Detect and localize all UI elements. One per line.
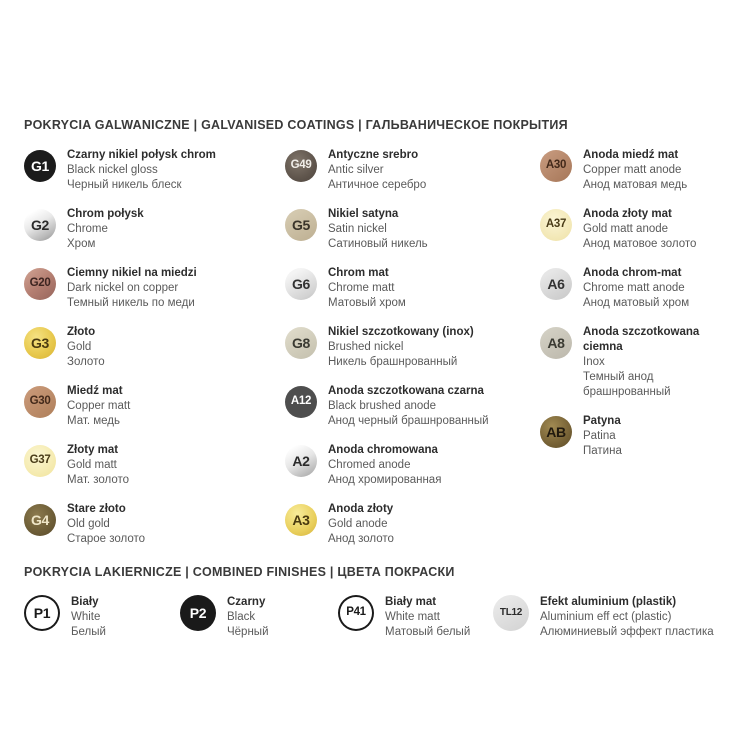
finish-code-label: G30 <box>29 395 51 408</box>
finish-code-label: A37 <box>545 218 567 231</box>
galvanised-section <box>24 118 726 561</box>
finish-labels <box>328 148 426 193</box>
finish-item <box>540 325 726 400</box>
finish-name-ru: Алюминиевый эффект пластика <box>540 626 714 638</box>
finish-swatch-circle <box>24 209 56 241</box>
finish-labels <box>583 325 726 400</box>
finish-name-pl: Antyczne srebro <box>328 149 419 161</box>
finish-swatch-circle <box>540 268 572 300</box>
finish-labels <box>67 325 105 370</box>
finish-code-label: AB <box>546 424 566 440</box>
finish-code-label: A8 <box>547 335 565 351</box>
finish-item <box>285 502 540 547</box>
finish-swatch-circle <box>285 268 317 300</box>
finish-name-ru: Сатиновый никель <box>328 238 428 250</box>
finish-item <box>180 595 338 640</box>
finish-code-label: A3 <box>292 512 310 528</box>
finish-labels <box>67 148 216 193</box>
finish-labels <box>227 595 269 640</box>
finish-item <box>338 595 493 640</box>
finish-code-label: A2 <box>292 453 310 469</box>
finish-name-pl: Anoda złoty mat <box>583 208 672 220</box>
finish-name-pl: Nikiel satyna <box>328 208 399 220</box>
galvanised-column-3 <box>540 148 726 561</box>
finish-item <box>540 207 726 252</box>
finish-name-en: Copper matt <box>67 400 131 412</box>
galvanised-column-1 <box>24 148 285 561</box>
finish-name-en: Antic silver <box>328 164 384 176</box>
finish-name-en: Gold <box>67 341 92 353</box>
finish-swatch-circle <box>24 327 56 359</box>
finish-swatch-circle <box>285 386 317 418</box>
finish-name-ru: Мат. медь <box>67 415 120 427</box>
finish-code-label: A6 <box>547 276 565 292</box>
finish-name-ru: Матовый хром <box>328 297 406 309</box>
finish-name-pl: Chrom mat <box>328 267 389 279</box>
finish-item <box>285 266 540 311</box>
finish-item <box>24 443 285 488</box>
finish-labels <box>67 502 145 547</box>
finish-name-ru: Старое золото <box>67 533 146 545</box>
finish-labels <box>67 443 129 488</box>
finish-code-label: G8 <box>291 335 311 351</box>
finish-code-label: G1 <box>30 158 50 174</box>
finish-name-en: Black brushed anode <box>328 400 437 412</box>
finish-name-en: Gold matt <box>67 459 117 471</box>
finish-swatch-circle <box>285 327 317 359</box>
finish-code-label: G49 <box>290 159 312 172</box>
finish-name-en: Satin nickel <box>328 223 387 235</box>
finish-item <box>24 384 285 429</box>
finish-name-pl: Miedź mat <box>67 385 123 397</box>
finish-code-label: TL12 <box>499 607 523 618</box>
finish-code-label: G5 <box>291 217 311 233</box>
finish-swatch-circle <box>338 595 374 631</box>
finish-name-ru: Патина <box>583 445 622 457</box>
finish-labels <box>583 414 622 459</box>
finish-name-en: Inox <box>583 356 605 368</box>
galvanised-column-2 <box>285 148 540 561</box>
finish-name-ru: Мат. золото <box>67 474 130 486</box>
finish-labels <box>540 595 714 640</box>
finish-swatch-circle <box>24 504 56 536</box>
finish-name-en: Old gold <box>67 518 110 530</box>
finish-swatch-circle <box>24 150 56 182</box>
finish-code-label: P41 <box>346 606 366 619</box>
finish-code-label: G20 <box>29 277 51 290</box>
finish-name-pl: Anoda złoty <box>328 503 394 515</box>
finish-name-ru: Хром <box>67 238 96 250</box>
finish-item <box>24 148 285 193</box>
finish-labels <box>67 207 144 252</box>
finish-swatch-circle <box>285 150 317 182</box>
galvanised-section-header: POKRYCIA GALWANICZNE | GALVANISED COATINGS | ГАЛЬВАНИЧЕСКОЕ ПОКРЫТИЯ <box>24 118 568 132</box>
finish-name-ru: Анод хромированная <box>328 474 442 486</box>
finish-item <box>285 443 540 488</box>
finish-name-ru: Белый <box>71 626 106 638</box>
finish-name-ru: Античное серебро <box>328 179 427 191</box>
finish-name-pl: Efekt aluminium (plastik) <box>540 596 677 608</box>
finish-swatch-circle <box>24 595 60 631</box>
finish-name-ru: Анод матовая медь <box>583 179 688 191</box>
finish-name-en: Dark nickel on copper <box>67 282 179 294</box>
finish-swatch-circle <box>285 209 317 241</box>
finish-labels <box>67 266 197 311</box>
finish-name-en: Black nickel gloss <box>67 164 158 176</box>
finish-item <box>285 148 540 193</box>
finish-swatch-circle <box>24 268 56 300</box>
finish-name-en: Brushed nickel <box>328 341 404 353</box>
finish-code-label: G4 <box>30 512 50 528</box>
finish-item <box>24 325 285 370</box>
finish-item <box>285 207 540 252</box>
finish-name-pl: Czarny nikiel połysk chrom <box>67 149 216 161</box>
finish-swatch-circle <box>24 445 56 477</box>
finish-item <box>540 266 726 311</box>
finish-item <box>285 325 540 370</box>
finish-labels <box>328 325 474 370</box>
finish-name-ru: Анод матовый хром <box>583 297 690 309</box>
finish-name-pl: Anoda miedź mat <box>583 149 679 161</box>
finish-swatch-circle <box>285 504 317 536</box>
finish-name-en: Chrome matt anode <box>583 282 685 294</box>
finish-name-ru: Черный никель блеск <box>67 179 182 191</box>
finish-code-label: A12 <box>290 395 312 408</box>
finish-name-ru: Никель брашнрованный <box>328 356 458 368</box>
finish-name-en: Chromed anode <box>328 459 411 471</box>
finish-code-label: A30 <box>545 159 567 172</box>
finish-swatch-circle <box>540 150 572 182</box>
finish-name-ru: Темный никель по меди <box>67 297 195 309</box>
finish-labels <box>67 384 130 429</box>
finish-name-en: White <box>71 611 101 623</box>
lacquer-row <box>24 595 726 654</box>
finish-swatch-circle <box>540 327 572 359</box>
finish-name-en: Gold matt anode <box>583 223 669 235</box>
galvanised-grid <box>24 148 726 561</box>
finish-name-pl: Anoda chromowana <box>328 444 438 456</box>
finish-labels <box>583 207 696 252</box>
finish-name-en: Black <box>227 611 256 623</box>
finish-item <box>493 595 726 640</box>
finish-name-pl: Anoda szczotkowana ciemna <box>583 326 700 353</box>
finish-name-en: Patina <box>583 430 616 442</box>
finish-swatch-circle <box>540 416 572 448</box>
finish-item <box>24 207 285 252</box>
finish-labels <box>583 266 689 311</box>
finish-code-label: G37 <box>29 454 51 467</box>
finish-name-pl: Stare złoto <box>67 503 126 515</box>
finish-name-ru: Чёрный <box>227 626 269 638</box>
finish-labels <box>328 207 428 252</box>
finish-name-en: White matt <box>385 611 440 623</box>
finish-labels <box>583 148 687 193</box>
finish-code-label: G3 <box>30 335 50 351</box>
finish-item <box>24 266 285 311</box>
finish-swatch-circle <box>493 595 529 631</box>
finish-labels <box>328 443 441 488</box>
finish-labels <box>71 595 106 640</box>
finish-name-pl: Nikiel szczotkowany (inox) <box>328 326 474 338</box>
finish-item <box>24 595 180 640</box>
finish-name-pl: Biały mat <box>385 596 437 608</box>
finish-code-label: P1 <box>33 605 51 621</box>
finish-name-ru: Матовый белый <box>385 626 471 638</box>
finish-name-en: Chrome <box>67 223 108 235</box>
finish-name-en: Copper matt anode <box>583 164 682 176</box>
finish-name-pl: Anoda chrom-mat <box>583 267 682 279</box>
finish-labels <box>328 502 394 547</box>
finish-item <box>540 414 726 459</box>
finish-item <box>540 148 726 193</box>
lacquer-section <box>24 565 726 654</box>
finish-code-label: P2 <box>189 605 207 621</box>
finish-name-ru: Анод матовое золото <box>583 238 697 250</box>
finish-name-ru: Темный анод брашнрованный <box>583 371 671 398</box>
finish-name-ru: Анод золото <box>328 533 394 545</box>
finish-name-pl: Patyna <box>583 415 621 427</box>
finish-swatch-circle <box>24 386 56 418</box>
finish-labels <box>385 595 470 640</box>
finish-name-pl: Czarny <box>227 596 266 608</box>
finish-swatch-circle <box>180 595 216 631</box>
lacquer-section-header: POKRYCIA LAKIERNICZE | COMBINED FINISHES | ЦВЕТА ПОКРАСКИ <box>24 565 455 579</box>
finish-code-label: G6 <box>291 276 311 292</box>
finish-name-ru: Анод черный брашнрованный <box>328 415 489 427</box>
finish-name-pl: Anoda szczotkowana czarna <box>328 385 484 397</box>
finish-name-en: Chrome matt <box>328 282 395 294</box>
finish-name-pl: Złoty mat <box>67 444 119 456</box>
finish-labels <box>328 266 406 311</box>
finish-name-pl: Ciemny nikiel na miedzi <box>67 267 197 279</box>
finish-item <box>24 502 285 547</box>
finish-labels <box>328 384 489 429</box>
finish-name-en: Gold anode <box>328 518 388 530</box>
finish-name-en: Aluminium eff ect (plastic) <box>540 611 672 623</box>
finish-name-pl: Chrom połysk <box>67 208 144 220</box>
finish-swatch-circle <box>285 445 317 477</box>
finish-code-label: G2 <box>30 217 50 233</box>
finish-swatch-circle <box>540 209 572 241</box>
finish-name-ru: Золото <box>67 356 105 368</box>
finish-name-pl: Biały <box>71 596 99 608</box>
finish-item <box>285 384 540 429</box>
finish-name-pl: Złoto <box>67 326 96 338</box>
